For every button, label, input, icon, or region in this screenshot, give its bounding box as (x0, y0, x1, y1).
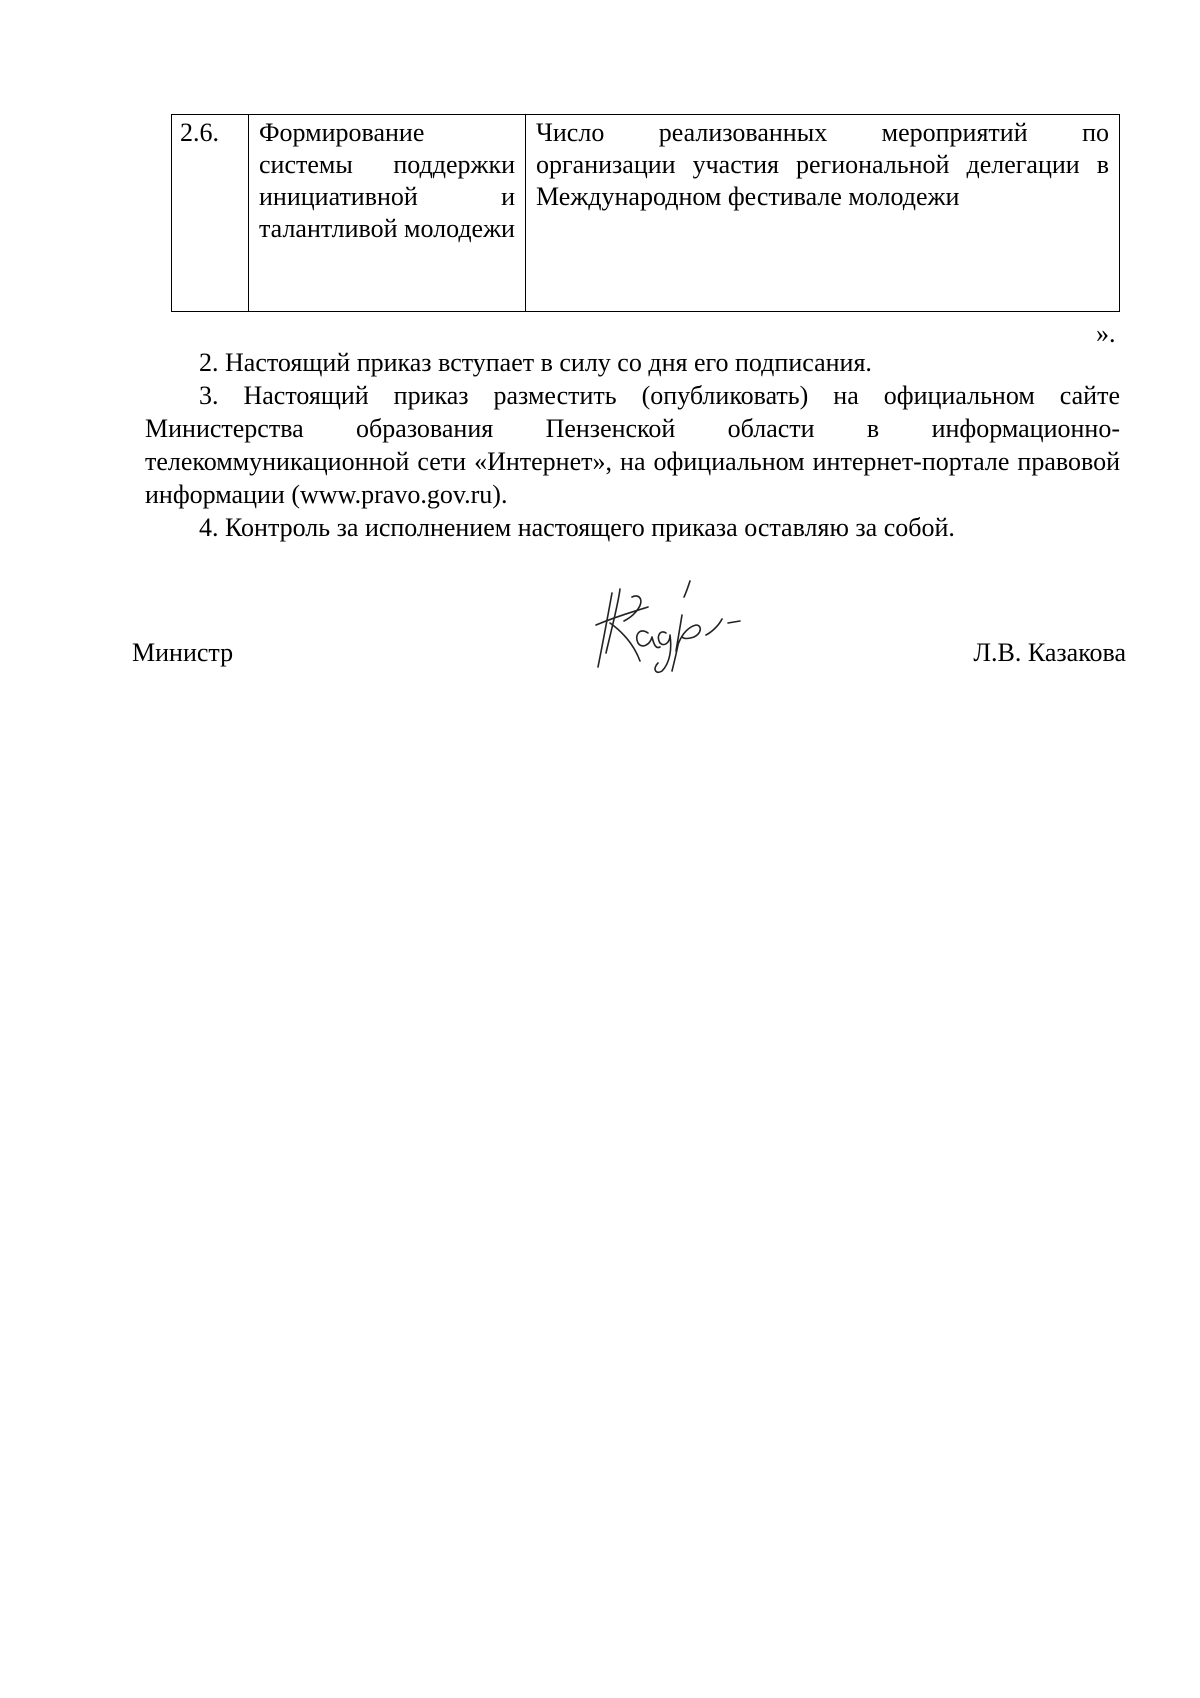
paragraph-2: 2. Настоящий приказ вступает в силу со дня его подписания. (199, 348, 872, 377)
row-number-cell (172, 115, 249, 312)
activity-name: Формирование системы поддержки инициативной и талантливой молодежи (259, 118, 515, 243)
signer-name: Л.В. Казакова (973, 638, 1126, 667)
indicators-table (171, 114, 1120, 312)
indicator-cell (526, 115, 1120, 312)
row-number: 2.6. (180, 118, 219, 147)
paragraph-3: 3. Настоящий приказ разместить (опубликовать) на официальном сайте Министерства образования Пензенской области в информационно-телекоммуникационной сети «Интернет», на официальном интернет-портале правовой информации (www.pravo.gov.ru). (145, 381, 1120, 509)
table-row (172, 115, 1120, 312)
signer-role: Министр (132, 638, 234, 667)
indicator-text: Число реализованных мероприятий по организации участия региональной делегации в Международном фестивале молодежи (536, 118, 1109, 211)
activity-name-cell (249, 115, 526, 312)
paragraph-4: 4. Контроль за исполнением настоящего приказа оставляю за собой. (199, 513, 955, 542)
closing-quote: ». (1096, 319, 1116, 348)
signature-icon (590, 575, 770, 675)
